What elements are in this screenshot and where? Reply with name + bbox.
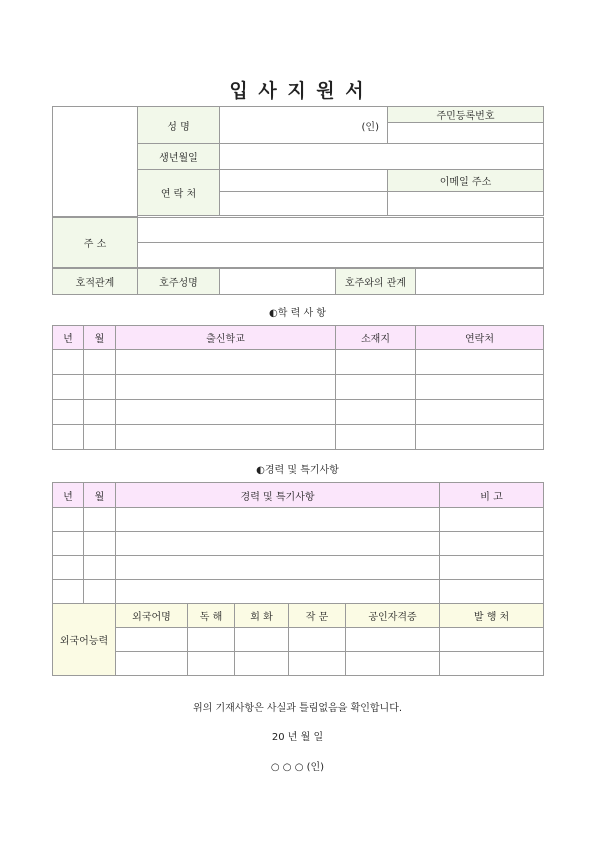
- table-row: [53, 508, 544, 532]
- edu-col-year: 년: [53, 326, 84, 350]
- table-row: [53, 532, 544, 556]
- confirmation-signature: ○ ○ ○ (인): [270, 762, 325, 773]
- address-field-1[interactable]: [138, 218, 544, 243]
- relation-label: 호적관계: [53, 269, 138, 295]
- table-row: [53, 375, 544, 400]
- table-row: [53, 580, 544, 604]
- confirmation-date: 20 년 월 일: [271, 732, 324, 743]
- head-relation-label: 호주와의 관계: [336, 269, 416, 295]
- lang-col-writing: 작 문: [289, 604, 346, 628]
- photo-box: [53, 107, 138, 217]
- career-col-month: 월: [84, 483, 116, 508]
- head-relation-field[interactable]: [416, 269, 544, 295]
- address-field-2[interactable]: [138, 243, 544, 268]
- birth-label: 생년월일: [138, 144, 220, 170]
- lang-col-certificate: 공인자격증: [346, 604, 440, 628]
- edu-col-location: 소재지: [336, 326, 416, 350]
- contact-field-1[interactable]: [220, 170, 388, 192]
- confirmation-statement: 위의 기재사항은 사실과 틀림없음을 확인합니다.: [192, 703, 403, 714]
- table-row: [53, 425, 544, 450]
- table-row: [53, 350, 544, 375]
- table-row: [53, 652, 544, 676]
- form-title: 입 사 지 원 서: [229, 80, 366, 102]
- head-name-field[interactable]: [220, 269, 336, 295]
- name-field[interactable]: [220, 107, 388, 144]
- edu-col-month: 월: [84, 326, 116, 350]
- edu-col-school: 출신학교: [116, 326, 336, 350]
- family-table: [52, 268, 544, 295]
- email-field[interactable]: [388, 192, 544, 216]
- career-col-year: 년: [53, 483, 84, 508]
- lang-col-name: 외국어명: [116, 604, 188, 628]
- career-col-remarks: 비 고: [440, 483, 544, 508]
- address-label: 주 소: [53, 218, 138, 268]
- birth-field[interactable]: [220, 144, 544, 170]
- career-heading: ◐경력 및 특기사항: [256, 465, 339, 476]
- career-table: [52, 482, 544, 676]
- resident-no-label: 주민등록번호: [388, 107, 544, 123]
- edu-col-contact: 연락처: [416, 326, 544, 350]
- table-row: [53, 628, 544, 652]
- name-label: 성 명: [138, 107, 220, 144]
- table-row: [53, 400, 544, 425]
- table-row: [53, 556, 544, 580]
- lang-col-speaking: 회 화: [235, 604, 289, 628]
- contact-field-2[interactable]: [220, 192, 388, 216]
- seal-mark: (인): [361, 121, 379, 133]
- lang-col-reading: 독 해: [188, 604, 235, 628]
- email-label: 이메일 주소: [388, 170, 544, 192]
- resident-no-field[interactable]: [388, 123, 544, 144]
- career-col-details: 경력 및 특기사항: [116, 483, 440, 508]
- head-name-label: 호주성명: [138, 269, 220, 295]
- personal-info-table: [52, 106, 544, 217]
- language-label: 외국어능력: [53, 604, 116, 676]
- address-table: [52, 217, 544, 268]
- education-table: [52, 325, 544, 450]
- education-heading: ◐학 력 사 항: [269, 308, 326, 319]
- lang-col-issuer: 발 행 처: [440, 604, 544, 628]
- contact-label: 연 락 처: [138, 170, 220, 216]
